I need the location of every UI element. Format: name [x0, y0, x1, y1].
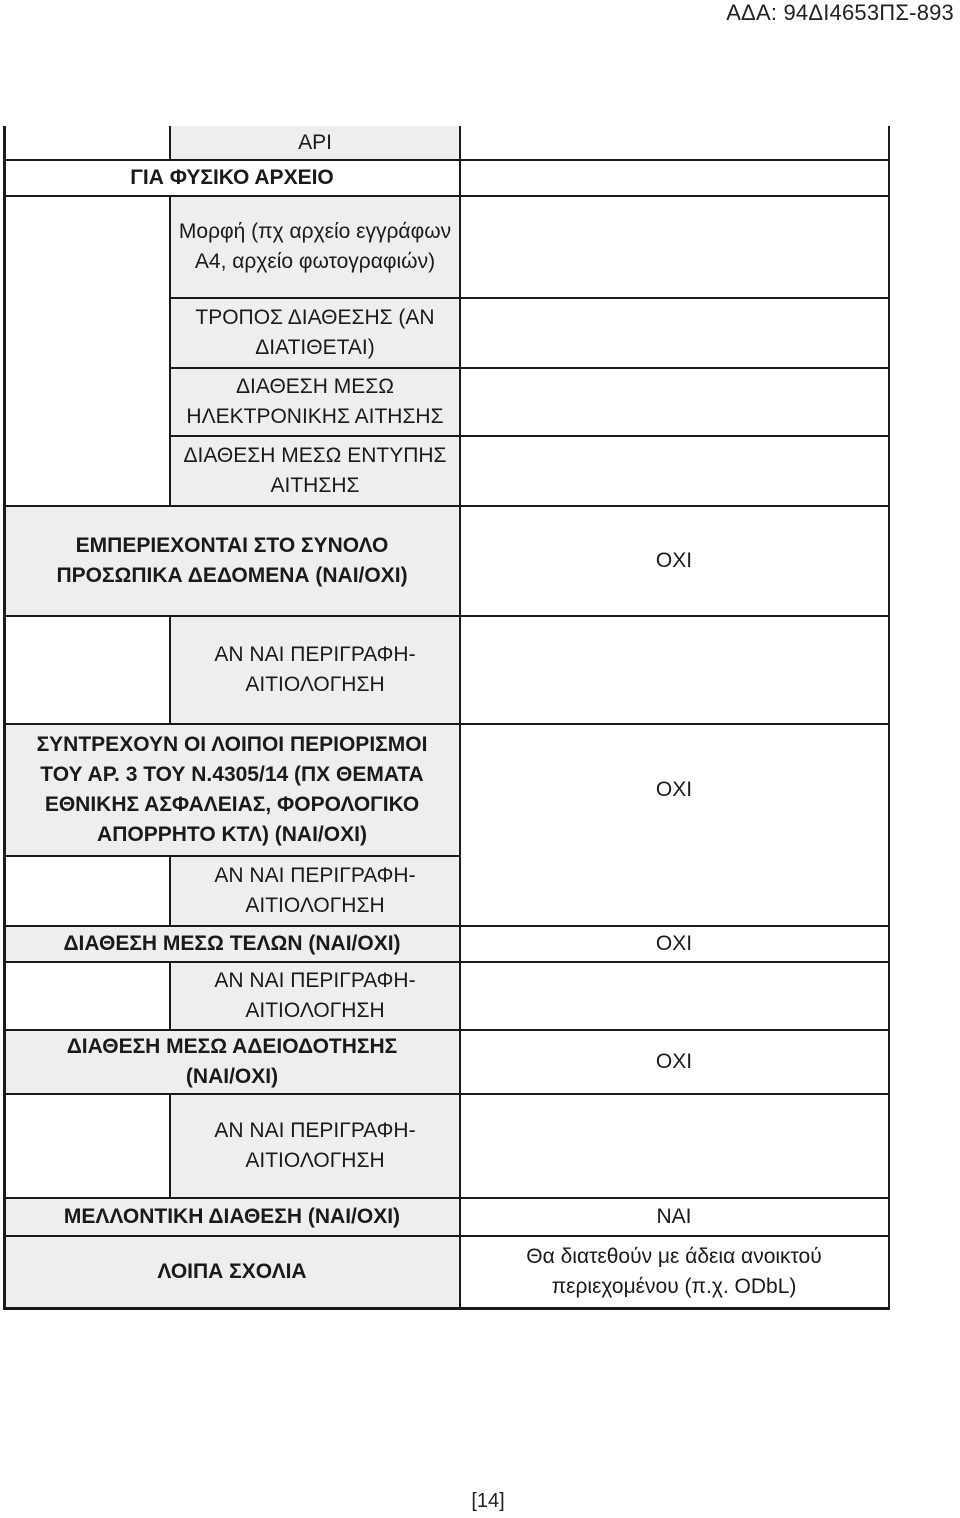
table-divider-inner — [169, 196, 171, 506]
fees-label: ΔΙΑΘΕΣΗ ΜΕΣΩ ΤΕΛΩΝ (ΝΑΙ/ΟΧΙ) — [4, 926, 460, 962]
licensing-value: ΟΧΙ — [655, 1050, 693, 1073]
if-yes-description-4: ΑΝ ΝΑΙ ΠΕΡΙΓΡΑΦΗ- ΑΙΤΙΟΛΟΓΗΣΗ — [170, 1094, 460, 1198]
table-row-line — [4, 1093, 890, 1095]
table-border-left — [3, 126, 6, 1310]
table-row-line — [4, 1029, 890, 1031]
table-divider-inner — [169, 1094, 171, 1198]
future-label: ΜΕΛΛΟΝΤΙΚΗ ΔΙΑΘΕΣΗ (ΝΑΙ/ΟΧΙ) — [4, 1198, 460, 1236]
table-row-line — [4, 159, 890, 161]
table-row-line — [170, 367, 890, 369]
availability-method-label: ΤΡΟΠΟΣ ΔΙΑΘΕΣΗΣ (ΑΝ ΔΙΑΤΙΘΕΤΑΙ) — [170, 298, 460, 368]
table-row-line — [4, 195, 890, 197]
if-yes-description-2: ΑΝ ΝΑΙ ΠΕΡΙΓΡΑΦΗ- ΑΙΤΙΟΛΟΓΗΣΗ — [170, 856, 460, 926]
if-yes-description-3: ΑΝ ΝΑΙ ΠΕΡΙΓΡΑΦΗ- ΑΙΤΙΟΛΟΓΗΣΗ — [170, 962, 460, 1030]
page-number: [14] — [471, 1490, 505, 1512]
table-row-line — [4, 961, 890, 963]
if-yes-description-1: ΑΝ ΝΑΙ ΠΕΡΙΓΡΑΦΗ- ΑΙΤΙΟΛΟΓΗΣΗ — [170, 616, 460, 724]
restrictions-value: ΟΧΙ — [655, 778, 693, 801]
table-row-line — [4, 1235, 890, 1237]
printed-request-label: ΔΙΑΘΕΣΗ ΜΕΣΩ ΕΝΤΥΠΗΣ ΑΙΤΗΣΗΣ — [170, 436, 460, 506]
table-divider-middle — [459, 126, 461, 1310]
format-label: Μορφή (πχ αρχείο εγγράφων Α4, αρχείο φωτογραφιών) — [170, 196, 460, 298]
table-divider-inner — [169, 856, 171, 926]
electronic-request-label: ΔΙΑΘΕΣΗ ΜΕΣΩ ΗΛΕΚΤΡΟΝΙΚΗΣ ΑΙΤΗΣΗΣ — [170, 368, 460, 436]
physical-archive-label: ΓΙΑ ΦΥΣΙΚΟ ΑΡΧΕΙΟ — [130, 166, 334, 189]
table-row-line — [4, 925, 890, 927]
table-row-line — [170, 435, 890, 437]
comments-value: Θα διατεθούν με άδεια ανοικτού περιεχομένου (π.χ. ODbL) — [526, 1245, 822, 1298]
personal-data-value: ΟΧΙ — [655, 549, 693, 572]
table-row-line — [4, 1197, 890, 1199]
table-border-right — [888, 126, 890, 1310]
restrictions-label: ΣΥΝΤΡΕΧΟΥΝ ΟΙ ΛΟΙΠΟΙ ΠΕΡΙΟΡΙΣΜΟΙ ΤΟΥ ΑΡ. 3 ΤΟΥ Ν.4305/14 (ΠΧ ΘΕΜΑΤΑ ΕΘΝΙΚΗΣ ΑΣΦΑΛΕΙΑΣ, ΦΟΡΟΛΟΓΙΚΟ ΑΠΟΡΡΗΤΟ ΚΤΛ) (ΝΑΙ/ΟΧΙ) — [4, 724, 460, 856]
ada-code: ΑΔΑ: 94ΔΙ4653ΠΣ-893 — [726, 0, 954, 25]
table-row-line — [170, 297, 890, 299]
future-value: ΝΑΙ — [656, 1205, 692, 1228]
comments-label: ΛΟΙΠΑ ΣΧΟΛΙΑ — [4, 1236, 460, 1308]
api-label: ΑΡΙ — [170, 126, 460, 160]
table-row-line — [4, 615, 890, 617]
table-divider-inner — [169, 962, 171, 1030]
licensing-label: ΔΙΑΘΕΣΗ ΜΕΣΩ ΑΔΕΙΟΔΟΤΗΣΗΣ (ΝΑΙ/ΟΧΙ) — [4, 1030, 460, 1094]
table-divider-inner — [169, 616, 171, 724]
table-divider-inner — [169, 126, 171, 160]
personal-data-label: ΕΜΠΕΡΙΕΧΟΝΤΑΙ ΣΤΟ ΣΥΝΟΛΟ ΠΡΟΣΩΠΙΚΑ ΔΕΔΟΜΕΝΑ (ΝΑΙ/ΟΧΙ) — [4, 506, 460, 616]
table-row-line — [4, 505, 890, 507]
table-row-line — [4, 723, 890, 725]
table-border-bottom — [3, 1307, 890, 1310]
table-row-line — [4, 855, 460, 857]
fees-value: ΟΧΙ — [655, 932, 693, 955]
